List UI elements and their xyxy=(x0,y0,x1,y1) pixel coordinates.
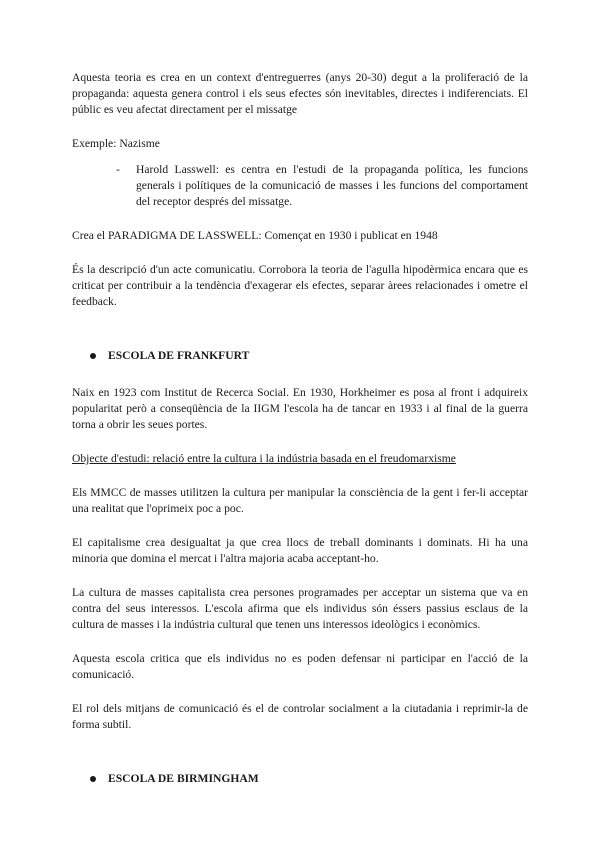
frankfurt-mass-culture-paragraph: La cultura de masses capitalista crea persones programades per acceptar un sistema que va en contra del seus interessos. L'escola afirma que els individus són éssers passius esclaus de la cultura de masses i la indústria cultural que tenen uns interessos ideològics i econòmics. xyxy=(72,586,528,631)
example-paragraph: Exemple: Nazisme xyxy=(72,137,160,150)
frankfurt-mmcc-paragraph: Els MMCC de masses utilitzen la cultura per manipular la consciència de la gent i fer-li acceptar una realitat que l'oprimeix poc a poc. xyxy=(72,486,528,515)
frankfurt-media-role-paragraph: El rol dels mitjans de comunicació és el de controlar socialment a la ciutadania i reprimir-la de forma subtil. xyxy=(72,702,528,731)
lasswell-item-text: Harold Lasswell: es centra en l'estudi de la propaganda política, les funcions generals i polítiques de la comunicació de masses i les funcions del comportament del receptor després del missatge. xyxy=(136,163,528,208)
frankfurt-heading-text: ESCOLA DE FRANKFURT xyxy=(108,349,250,362)
document-page xyxy=(72,70,528,787)
frankfurt-critique-paragraph: Aquesta escola critica que els individus no es poden defensar ni participar en l'acció de la comunicació. xyxy=(72,652,528,681)
frankfurt-heading xyxy=(90,348,528,364)
frankfurt-capitalism-paragraph: El capitalisme crea desigualtat ja que crea llocs de treball dominants i dominats. Hi ha una minoria que domina el mercat i l'altra majoria acaba acceptant-ho. xyxy=(72,536,528,565)
dash-marker: - xyxy=(116,163,120,176)
bullet-icon xyxy=(90,776,96,782)
context-paragraph: Aquesta teoria es crea en un context d'entreguerres (anys 20-30) degut a la proliferació de la propaganda: aquesta genera control i els seus efectes són inevitables, directes i indiferenciats. El públic es veu afectat directament per el missatge xyxy=(72,71,528,116)
lasswell-list-item xyxy=(72,162,528,210)
birmingham-heading-text: ESCOLA DE BIRMINGHAM xyxy=(108,772,259,785)
birmingham-heading xyxy=(90,771,528,787)
description-paragraph: És la descripció d'un acte comunicatiu. Corrobora la teoria de l'agulla hipodèrmica encara que es criticat per contribuir a la tendència d'exagerar els efectes, separar àrees relacionades i ometre el feedback. xyxy=(72,263,528,308)
frankfurt-object-paragraph: Objecte d'estudi: relació entre la cultura i la indústria basada en el freudomarxisme xyxy=(72,452,456,465)
paradigm-paragraph: Crea el PARADIGMA DE LASSWELL: Començat en 1930 i publicat en 1948 xyxy=(72,229,438,242)
frankfurt-origin-paragraph: Naix en 1923 com Institut de Recerca Social. En 1930, Horkheimer es posa al front i adquireix popularitat però a conseqüència de la IIGM l'escola ha de tancar en 1933 i al final de la guerra torna a obrir les seues portes. xyxy=(72,386,528,431)
bullet-icon xyxy=(90,353,96,359)
